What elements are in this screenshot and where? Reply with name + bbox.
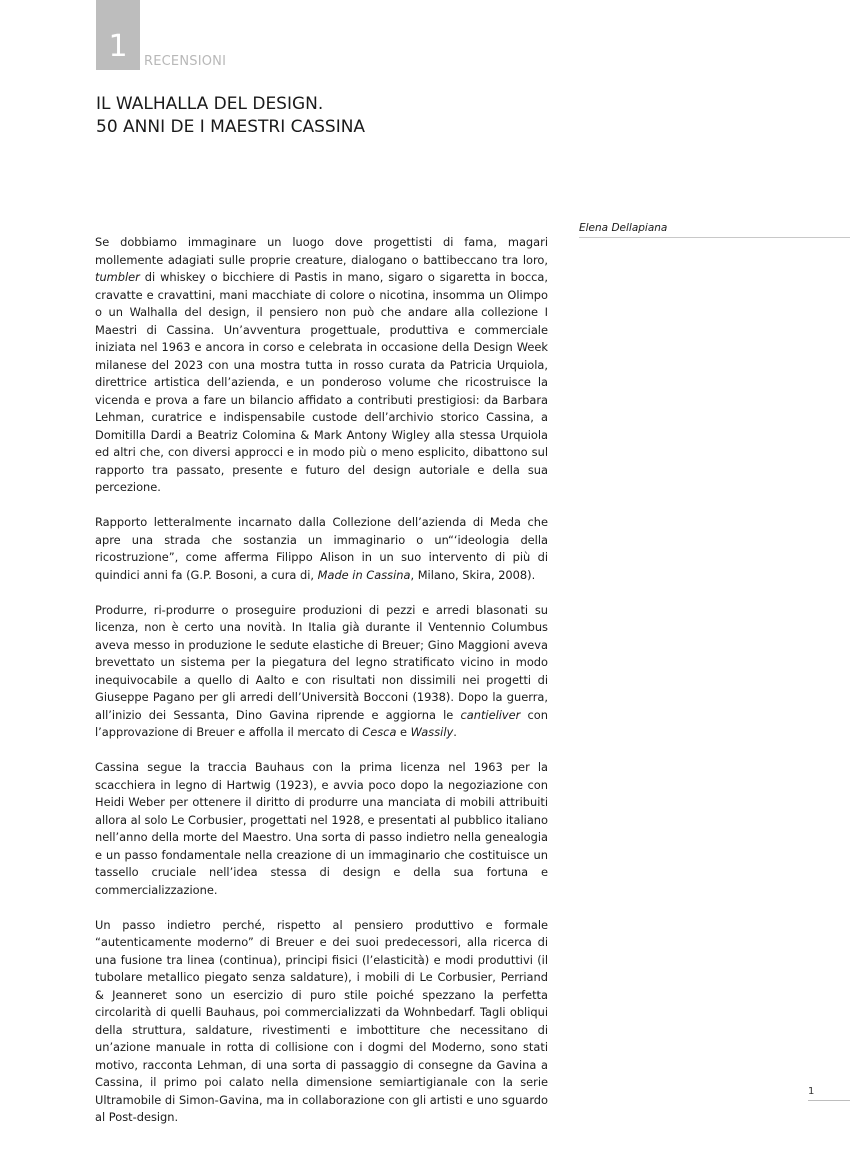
article-title-line-2: 50 ANNI DE I MAESTRI CASSINA [96, 117, 366, 137]
section-label: RECENSIONI [144, 54, 227, 69]
italic-term: tumbler [95, 270, 140, 284]
italic-term: Cesca [362, 725, 397, 739]
author-divider [579, 237, 850, 238]
body-paragraph [95, 917, 548, 1127]
section-number: 1 [108, 29, 128, 64]
text-run: di whiskey o bicchiere di Pastis in mano, sigaro o sigaretta in bocca, cravatte e cravattini, mani macchiate di colore o nicotina, insomma un Olimpo o un Walhalla del design, il pensiero non può che andare alla collezione I Maestri di Cassina. Un’avventura progettuale, produttiva e commerciale iniziata nel 1963 e ancora in corso e celebrata in occasione della Design Week milanese del 2023 con una mostra tutta in rosso curata da Patricia Urquiola, direttrice artistica dell’azienda, e un ponderoso volume che ricostruisce la vicenda e prova a fare un bilancio affidato a contributi prestigiosi: da Barbara Lehman, curatrice e indispensabile custode dell’archivio storico Cassina, a Domitilla Dardi a Beatriz Colomina & Mark Antony Wigley alla stessa Urquiola ed altri che, con diversi approcci e in modo più o meno esplicito, dibattono sul rapporto tra passato, presente e futuro del design autoriale e della sua percezione. [95, 270, 548, 494]
italic-term: Made in Cassina [317, 567, 411, 582]
text-run: Rapporto letteralmente incarnato dalla Collezione dell’azienda di Meda che apre una strada che sostanzia un immaginario o un“‘ideologia della ricostruzione”, come afferma Filippo Alison in un suo intervento di più di quindici anni fa (G.P. Bosoni, a cura di, [95, 515, 548, 582]
body-paragraph [95, 602, 548, 742]
body-paragraph [95, 234, 548, 497]
body-paragraph [95, 514, 548, 584]
author-name: Elena Dellapiana [579, 222, 668, 234]
text-run: Cassina segue la traccia Bauhaus con la prima licenza nel 1963 per la scacchiera in legno di Hartwig (1923), e avvia poco dopo la negoziazione con Heidi Weber per ottenere il diritto di produrre una manciata di mobili attribuiti allora al solo Le Corbusier, progettati nel 1928, e presentati al pubblico italiano nell’anno della morte del Maestro. Una sorta di passo indietro nella genealogia e un passo fondamentale nella creazione di un immaginario che costituisce un tassello cruciale nell’idea stessa di design e della sua fortuna e commercializzazione. [95, 760, 548, 897]
article-body [95, 234, 548, 1127]
text-run: e [396, 725, 411, 739]
text-run: , Milano, Skira, 2008). [410, 567, 536, 582]
text-run: Un passo indietro perché, rispetto al pensiero produttivo e formale “autenticamente moderno” di Breuer e dei suoi predecessori, alla ricerca di una fusione tra linea (continua), principi fisici (l’elasticità) e modi produttivi (il tubolare metallico piegato senza saldature), i mobili di Le Corbusier, Perriand & Jeanneret sono un esercizio di puro stile poiché spezzano la perfetta circolarità di quelli Bauhaus, poi commercializzati da Wohnbedarf. Tagli obliqui della struttura, saldature, rivestimenti e imbottiture che necessitano di un’azione manuale in rotta di collisione con i dogmi del Moderno, sono stati motivo, racconta Lehman, di una sorta di passaggio di consegne da Gavina a Cassina, il primo poi calato nella dimensione semiartigianale con la serie Ultramobile di Simon-Gavina, ma in collaborazione con gli artisti e uno sguardo al Post-design. [95, 917, 548, 1124]
text-run: . [453, 725, 457, 739]
article-title [96, 93, 365, 139]
article-title-line-1: IL WALHALLA DEL DESIGN. [96, 94, 324, 114]
body-paragraph [95, 759, 548, 899]
text-run: Produrre, ri-produrre o proseguire produzioni di pezzi e arredi blasonati su licenza, non è certo una novità. In Italia già durante il Ventennio Columbus aveva messo in produzione le sedute elastiche di Breuer; Gino Maggioni aveva brevettato un sistema per la piegatura del legno stratificato vicino in modo inequivocabile a quello di Aalto e con risultati non dissimili nei progetti di Giuseppe Pagano per gli arredi dell’Università Bocconi (1938). Dopo la guerra, all’inizio dei Sessanta, Dino Gavina riprende e aggiorna le [95, 602, 548, 722]
page-number-divider [808, 1100, 850, 1101]
text-run: Se dobbiamo immaginare un luogo dove progettisti di fama, magari mollemente adagiati sulle proprie creature, dialogano o battibeccano tra loro, [95, 235, 548, 267]
section-tab [96, 0, 140, 70]
italic-term: Wassily [410, 725, 454, 739]
italic-term: cantieliver [460, 707, 521, 722]
text-run: con l’approvazione di Breuer e affolla il mercato di [95, 707, 548, 739]
page-number: 1 [808, 1086, 815, 1097]
